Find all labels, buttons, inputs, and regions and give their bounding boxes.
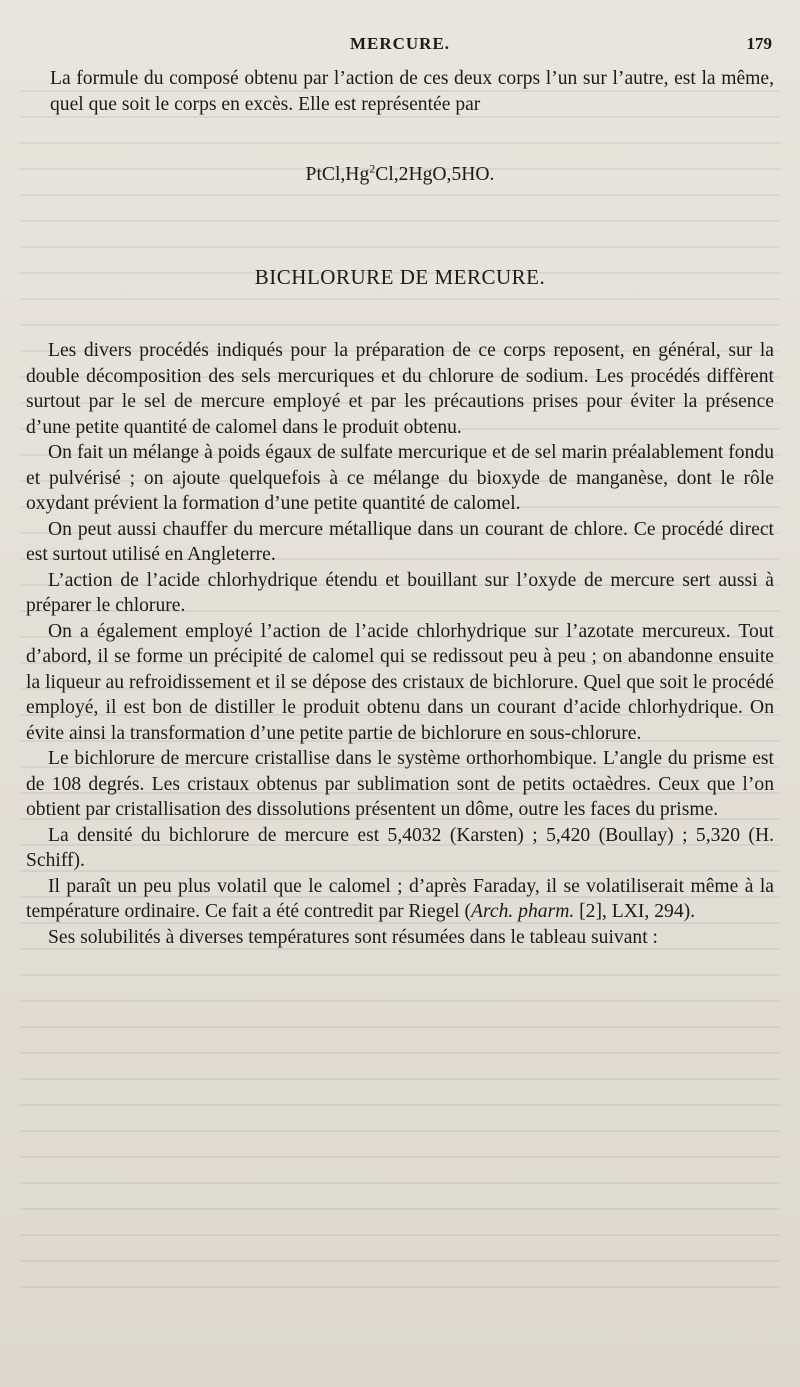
running-head-title: MERCURE.: [349, 34, 451, 53]
formula-part-1: PtCl,Hg: [305, 164, 370, 185]
riegel-text-before: Il paraît un peu plus volatil que le calomel ; d’après Faraday, il se volatiliserait même à la température ordinaire. Ce fait a été contredit par Riegel (: [26, 875, 774, 922]
paragraph-cristallisation: Le bichlorure de mercure cristallise dans le système orthorhombique. L’angle du prisme est de 108 degrés. Les cristaux obtenus par sublimation sont de petits octaèdres. Ceux que l’on obtient par cristallisation des dissolutions présentent un dôme, outre les faces du prisme.: [26, 748, 774, 820]
formula-superscript: 2: [369, 161, 376, 176]
paragraph-azotate: On a également employé l’action de l’acide chlorhydrique sur l’azotate mercureux. Tout d’abord, il se forme un précipité de calomel qui se redissout peu à peu ; on abandonne ensuite la liqueur au refroidissement et il se dépose des cristaux de bichlorure. Quel que soit le procédé employé, il est bon de distiller le produit obtenu dans un courant d’acide chlorhydrique. On évite ainsi la transformation d’une petite partie de bichlorure en sous-chlorure.: [26, 620, 774, 744]
main-text: [26, 338, 774, 950]
intro-text: La formule du composé obtenu par l’action de ces deux corps l’un sur l’autre, est la même, quel que soit le corps en excès. Elle est représentée par: [50, 68, 774, 115]
paragraph-volatilite: [26, 874, 774, 925]
paragraph-preparation: Les divers procédés indiqués pour la préparation de ce corps reposent, en général, sur la double décomposition des sels mercuriques et du chlorure de sodium. Les procédés diffèrent surtout par le sel de mercure employé et par les précautions prises pour éviter la présence d’une petite quantité de calomel dans le produit obtenu.: [26, 340, 774, 438]
paragraph-densite: La densité du bichlorure de mercure est 5,4032 (Karsten) ; 5,420 (Boullay) ; 5,320 (H. Schiff).: [26, 824, 774, 871]
formula-part-2: Cl,2HgO,5HO.: [375, 164, 495, 185]
page-number: 179: [746, 34, 772, 53]
chemical-formula: [0, 161, 800, 186]
paragraph-acide: L’action de l’acide chlorhydrique étendu et bouillant sur l’oxyde de mercure sert aussi à préparer le chlorure.: [26, 569, 774, 616]
paragraph-solubilites: Ses solubilités à diverses températures sont résumées dans le tableau suivant :: [48, 926, 658, 948]
running-head: [0, 34, 800, 58]
riegel-text-after: [2], LXI, 294).: [574, 901, 696, 922]
paragraph-chlore: On peut aussi chauffer du mercure métallique dans un courant de chlore. Ce procédé direct est surtout utilisé en Angleterre.: [26, 518, 774, 565]
paragraph-sulfate: On fait un mélange à poids égaux de sulfate mercurique et de sel marin préalablement fondu et pulvérisé ; on ajoute quelquefois à ce mélange du bioxyde de manganèse, dont le rôle oxydant prévient la formation d’une petite quantité de calomel.: [26, 442, 774, 514]
riegel-citation: Arch. pharm.: [471, 901, 575, 922]
intro-paragraph: [50, 66, 774, 117]
section-title: BICHLORURE DE MERCURE.: [254, 265, 546, 289]
